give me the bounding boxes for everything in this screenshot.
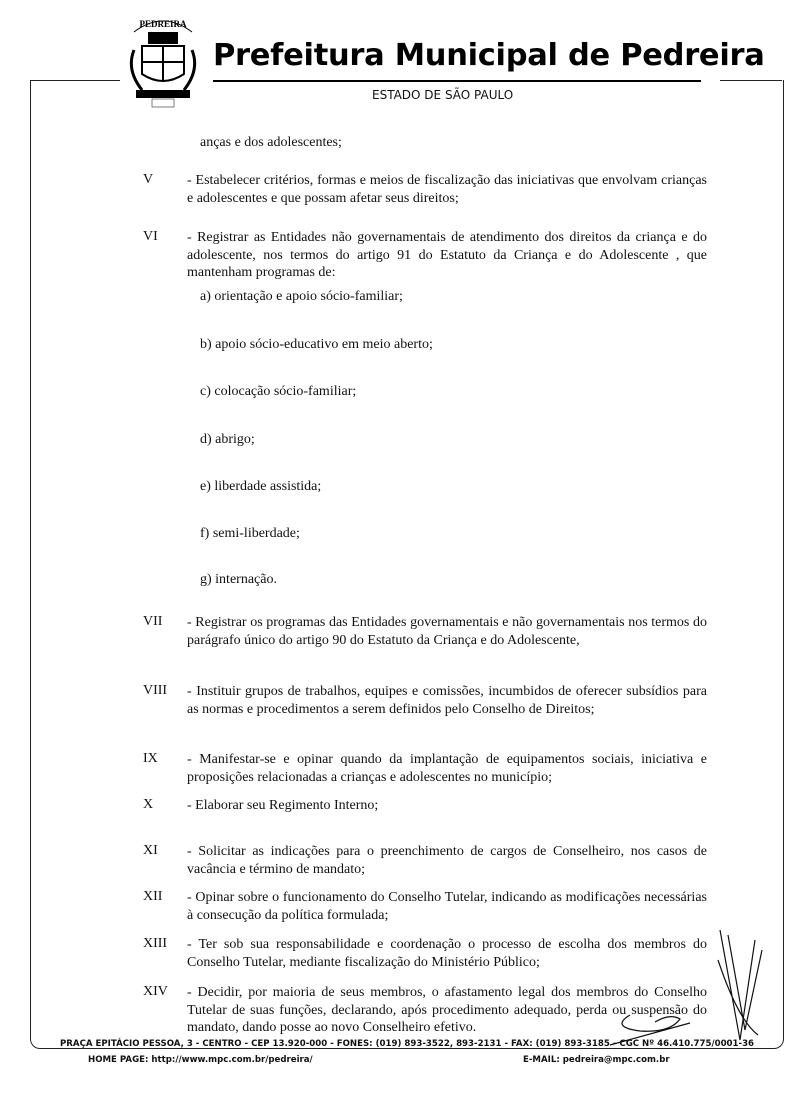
subitem: a) orientação e apoio sócio-familiar; — [200, 289, 403, 304]
footer-homepage: HOME PAGE: http://www.mpc.com.br/pedreira/ — [88, 1055, 313, 1065]
item-number: VI — [143, 229, 158, 244]
svg-text:PEDREIRA: PEDREIRA — [139, 19, 187, 29]
item-text: - Manifestar-se e opinar quando da implantação de equipamentos sociais, iniciativa e proposições relacionadas a crianças e adolescentes no município; — [187, 751, 707, 786]
item-text: - Decidir, por maioria de seus membros, o afastamento legal dos membros do Conselho Tutelar de suas funções, declarando, após procedimento adequado, perda ou suspensão do mandato, dando posse ao novo Conselheiro efetivo. — [187, 984, 707, 1037]
item-text: - Elaborar seu Regimento Interno; — [187, 797, 707, 815]
page-border-top-left — [30, 80, 120, 81]
item-number: XIV — [143, 984, 168, 999]
continuation-text: anças e dos adolescentes; — [200, 135, 342, 150]
subitem: b) apoio sócio-educativo em meio aberto; — [200, 337, 433, 352]
item-text: - Instituir grupos de trabalhos, equipes e comissões, incumbidos de oferecer subsídios para as normas e procedimentos a serem definidos pelo Conselho de Direitos; — [187, 683, 707, 718]
item-number: XIII — [143, 936, 168, 951]
handwritten-signature — [590, 920, 770, 1050]
item-number: XI — [143, 843, 158, 858]
municipal-crest-logo — [124, 10, 202, 110]
title-underline — [213, 80, 701, 82]
item-text: - Solicitar as indicações para o preenchimento de cargos de Conselheiro, nos casos de vacância e término de mandato; — [187, 843, 707, 878]
item-number: V — [143, 172, 154, 187]
subitem: f) semi-liberdade; — [200, 526, 300, 541]
item-text: - Registrar as Entidades não governamentais de atendimento dos direitos da criança e do adolescente, nos termos do artigo 91 do Estatuto da Criança e do Adolescente , que mantenham programas de: — [187, 229, 707, 282]
item-text: - Ter sob sua responsabilidade e coordenação o processo de escolha dos membros do Conselho Tutelar, mediante fiscalização do Ministério Público; — [187, 936, 707, 971]
page-subtitle: ESTADO DE SÃO PAULO — [372, 88, 514, 102]
item-number: VIII — [143, 683, 168, 698]
item-number: X — [143, 797, 154, 812]
footer-email: E-MAIL: pedreira@mpc.com.br — [523, 1055, 670, 1065]
item-number: XII — [143, 889, 163, 904]
subitem: g) internação. — [200, 572, 277, 587]
page-border-top-right — [720, 80, 782, 81]
item-number: VII — [143, 614, 163, 629]
page-title: Prefeitura Municipal de Pedreira — [213, 38, 765, 73]
item-number: IX — [143, 751, 158, 766]
item-text: - Registrar os programas das Entidades governamentais e não governamentais nos termos do parágrafo único do artigo 90 do Estatuto da Criança e do Adolescente, — [187, 614, 707, 649]
subitem: e) liberdade assistida; — [200, 479, 322, 494]
footer-address: PRAÇA EPITÁCIO PESSOA, 3 - CENTRO - CEP 13.920-000 - FONES: (019) 893-3522, 893-2131 - FAX: (019) 893-3185 - CGC Nº 46.410.775/0001-36 — [60, 1039, 755, 1049]
item-text: - Opinar sobre o funcionamento do Conselho Tutelar, indicando as modificações necessárias à consecução da política formulada; — [187, 889, 707, 924]
subitem: c) colocação sócio-familiar; — [200, 384, 357, 399]
item-text: - Estabelecer critérios, formas e meios de fiscalização das iniciativas que envolvam crianças e adolescentes e que possam afetar seus direitos; — [187, 172, 707, 207]
subitem: d) abrigo; — [200, 432, 255, 447]
